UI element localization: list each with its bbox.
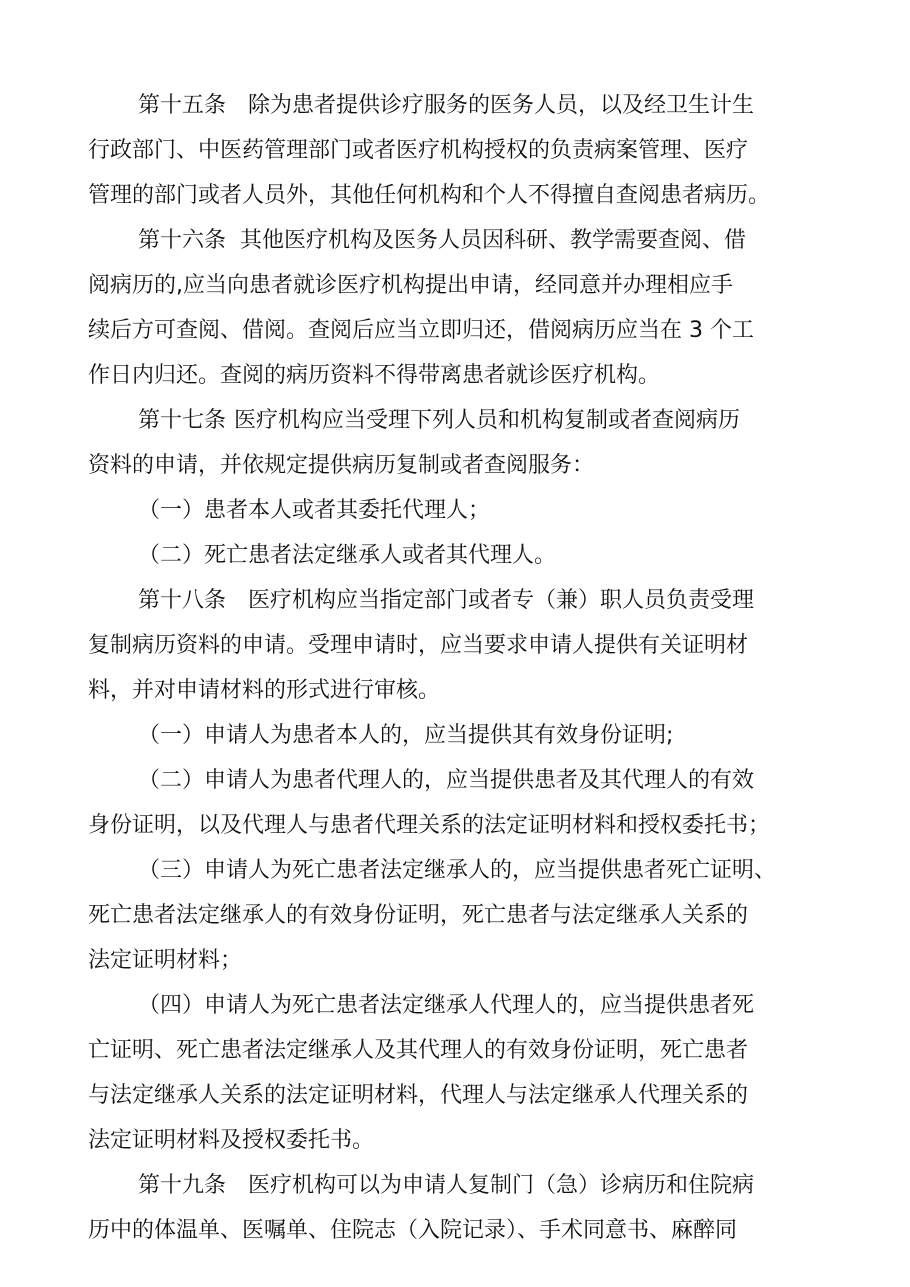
article-16-heading: 第十六条 xyxy=(138,228,227,253)
body-line: 行政部门、中医药管理部门或者医疗机构授权的负责病案管理、医疗 xyxy=(88,138,749,163)
body-line: 作日内归还。查阅的病历资料不得带离患者就诊医疗机构。 xyxy=(88,363,661,388)
body-line: 阅病历的,应当向患者就诊医疗机构提出申请，经同意并办理相应手 xyxy=(88,273,733,298)
article-17-text: 医疗机构应当受理下列人员和机构复制或者查阅病历 xyxy=(234,408,741,433)
article-15-first-line xyxy=(138,91,754,121)
article-19-heading: 第十九条 xyxy=(138,1173,227,1198)
body-line: 复制病历资料的申请。受理申请时，应当要求申请人提供有关证明材 xyxy=(88,633,749,658)
body-line: 身份证明，以及代理人与患者代理关系的法定证明材料和授权委托书； xyxy=(88,813,771,838)
article-17-heading: 第十七条 xyxy=(138,408,227,433)
article-17-first-line xyxy=(138,406,740,436)
body-line: 料，并对申请材料的形式进行审核。 xyxy=(88,678,441,703)
article-18-first-line xyxy=(138,586,754,616)
body-line: 法定证明材料及授权委托书。 xyxy=(88,1128,375,1153)
article-18-heading: 第十八条 xyxy=(138,588,227,613)
body-line: 管理的部门或者人员外，其他任何机构和个人不得擅自查阅患者病历。 xyxy=(88,183,771,208)
article-16-text: 其他医疗机构及医务人员因科研、教学需要查阅、借 xyxy=(240,228,747,253)
article-19-text: 医疗机构可以为申请人复制门（急）诊病历和住院病 xyxy=(248,1173,755,1198)
body-line: 历中的体温单、医嘱单、住院志（入院记录）、手术同意书、麻醉同 xyxy=(88,1218,738,1243)
article-19-first-line xyxy=(138,1171,754,1201)
body-line: 资料的申请，并依规定提供病历复制或者查阅服务： xyxy=(88,453,595,478)
list-item: （一）患者本人或者其委托代理人； xyxy=(138,498,491,523)
list-item: （二）申请人为患者代理人的，应当提供患者及其代理人的有效 xyxy=(138,768,755,793)
article-15-heading: 第十五条 xyxy=(138,93,227,118)
article-18-text: 医疗机构应当指定部门或者专（兼）职人员负责受理 xyxy=(248,588,755,613)
list-item: （二）死亡患者法定继承人或者其代理人。 xyxy=(138,543,557,568)
article-15-text: 除为患者提供诊疗服务的医务人员，以及经卫生计生 xyxy=(248,93,755,118)
body-line: 死亡患者法定继承人的有效身份证明，死亡患者与法定继承人关系的 xyxy=(88,903,749,928)
body-line: 与法定继承人关系的法定证明材料，代理人与法定继承人代理关系的 xyxy=(88,1083,749,1108)
body-line: 续后方可查阅、借阅。查阅后应当立即归还，借阅病历应当在 3 个工 xyxy=(88,318,754,343)
article-16-first-line xyxy=(138,226,746,256)
body-line: 亡证明、死亡患者法定继承人及其代理人的有效身份证明，死亡患者 xyxy=(88,1038,749,1063)
list-item: （四）申请人为死亡患者法定继承人代理人的，应当提供患者死 xyxy=(138,993,755,1018)
list-item: （三）申请人为死亡患者法定继承人的，应当提供患者死亡证明、 xyxy=(138,858,777,883)
list-item: （一）申请人为患者本人的，应当提供其有效身份证明; xyxy=(138,723,674,748)
body-line: 法定证明材料； xyxy=(88,948,243,973)
